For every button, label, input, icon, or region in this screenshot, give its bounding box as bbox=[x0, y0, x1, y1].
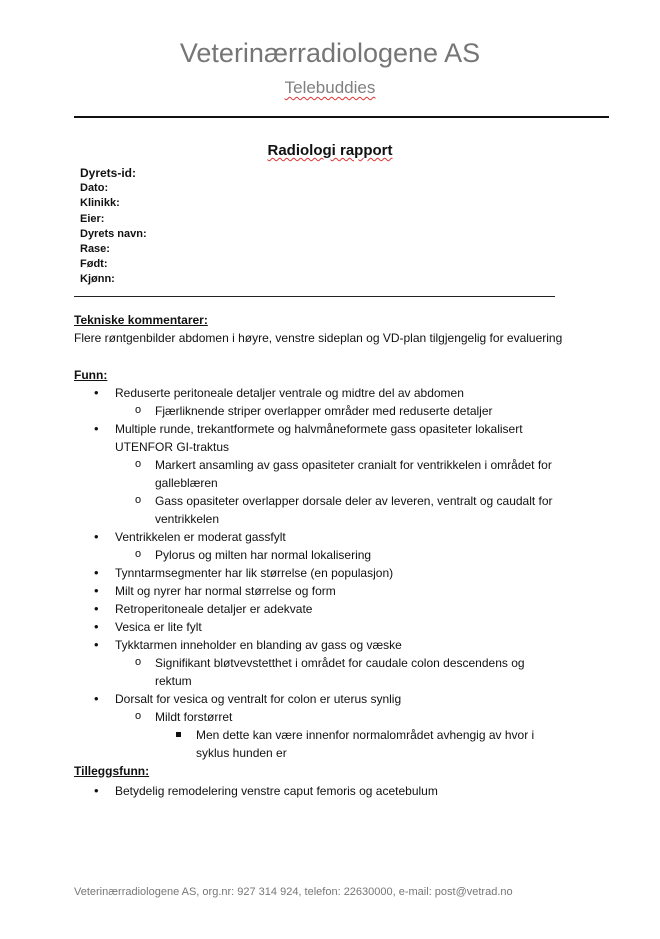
finding-line: • Retroperitoneale detaljer er adekvate bbox=[115, 602, 313, 616]
finding-line: o Gass opasiteter overlapper dorsale deler av leveren, ventralt og caudalt for bbox=[155, 494, 553, 508]
finding-item bbox=[74, 618, 594, 636]
field-clinic: Klinikk: bbox=[80, 197, 120, 210]
finding-item bbox=[74, 402, 594, 420]
finding-item bbox=[74, 384, 594, 402]
finding-item bbox=[74, 564, 594, 582]
finding-item bbox=[74, 726, 594, 762]
finding-line: • Tynntarmsegmenter har lik størrelse (en populasjon) bbox=[115, 566, 394, 580]
field-animal-name: Dyrets navn: bbox=[80, 227, 147, 240]
finding-line: rektum bbox=[155, 674, 192, 688]
finding-line: syklus hunden er bbox=[196, 746, 287, 760]
finding-line: Men dette kan være innenfor normalområdet avhengig av hvor i bbox=[196, 728, 535, 742]
finding-item bbox=[74, 690, 594, 708]
finding-line: o Signifikant bløtvevstetthet i området for caudale colon descendens og bbox=[155, 656, 525, 670]
additional-list bbox=[74, 782, 594, 800]
finding-line: • Tykktarmen inneholder en blanding av gass og væske bbox=[115, 638, 402, 652]
field-owner: Eier: bbox=[80, 212, 105, 225]
field-born: Født: bbox=[80, 258, 108, 271]
finding-item bbox=[74, 528, 594, 546]
field-animal-id: Dyrets-id: bbox=[80, 166, 137, 180]
footer: Veterinærradiologene AS, org.nr: 927 314 924, telefon: 22630000, e-mail: post@vetrad.no bbox=[74, 886, 513, 898]
report-title-text: Radiologi rapport bbox=[267, 142, 393, 159]
finding-line: • Ventrikkelen er moderat gassfylt bbox=[115, 530, 286, 544]
finding-line: • Milt og nyrer har normal størrelse og form bbox=[115, 584, 336, 598]
finding-line: o Pylorus og milten har normal lokalisering bbox=[155, 548, 372, 562]
finding-line: • Reduserte peritoneale detaljer ventrale og midtre del av abdomen bbox=[115, 386, 464, 400]
technical-body: Flere røntgenbilder abdomen i høyre, venstre sideplan og VD-plan tilgjengelig for evaluering bbox=[74, 331, 563, 345]
header-divider bbox=[74, 116, 609, 118]
field-breed: Rase: bbox=[80, 242, 110, 255]
finding-item bbox=[74, 456, 594, 492]
company-subtitle bbox=[0, 78, 660, 98]
finding-line: UTENFOR GI-traktus bbox=[115, 440, 230, 454]
finding-line: • Vesica er lite fylt bbox=[115, 620, 202, 634]
subtitle-text: Telebuddies bbox=[284, 78, 376, 97]
additional-item: • Betydelig remodelering venstre caput femoris og acetebulum bbox=[74, 782, 594, 800]
finding-line: o Fjærliknende striper overlapper områder med reduserte detaljer bbox=[155, 404, 493, 418]
finding-line: galleblæren bbox=[155, 476, 218, 490]
finding-line: o Markert ansamling av gass opasiteter cranialt for ventrikkelen i området for bbox=[155, 458, 552, 472]
finding-item bbox=[74, 582, 594, 600]
findings-heading: Funn: bbox=[74, 368, 108, 382]
finding-item bbox=[74, 636, 594, 654]
report-title bbox=[0, 142, 660, 159]
finding-item bbox=[74, 708, 594, 726]
finding-line: o Mildt forstørret bbox=[155, 710, 233, 724]
company-title: Veterinærradiologene AS bbox=[179, 38, 481, 68]
patient-fields bbox=[80, 166, 147, 288]
finding-item bbox=[74, 420, 594, 456]
finding-line: • Multiple runde, trekantformete og halvmåneformete gass opasiteter lokalisert bbox=[115, 422, 523, 436]
fields-divider bbox=[74, 296, 555, 297]
finding-item bbox=[74, 654, 594, 690]
finding-line: ventrikkelen bbox=[155, 512, 220, 526]
findings-list bbox=[74, 384, 594, 762]
finding-item bbox=[74, 492, 594, 528]
field-date: Dato: bbox=[80, 182, 109, 195]
additional-heading: Tilleggsfunn: bbox=[74, 764, 150, 778]
technical-heading: Tekniske kommentarer: bbox=[74, 313, 208, 327]
field-sex: Kjønn: bbox=[80, 273, 115, 286]
finding-item bbox=[74, 546, 594, 564]
finding-line: • Dorsalt for vesica og ventralt for colon er uterus synlig bbox=[115, 692, 402, 706]
finding-item bbox=[74, 600, 594, 618]
